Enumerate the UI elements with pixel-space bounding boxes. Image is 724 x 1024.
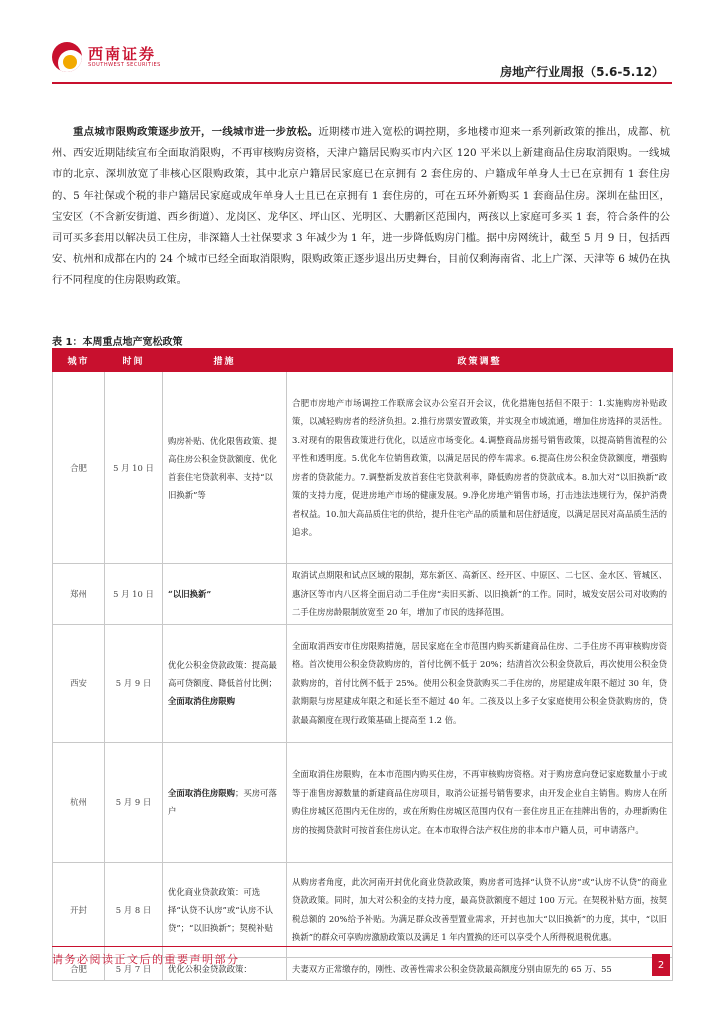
row-measure: 购房补贴、优化限售政策、提高住房公积金贷款额度、优化首套住宅贷款利率、支持“以旧换新”等 [163,372,287,564]
row-city: 杭州 [53,742,105,862]
table-row [53,624,673,742]
header-divider [52,82,672,84]
row-measure: “以旧换新” [163,564,287,625]
report-title: 房地产行业周报（5.6-5.12） [500,65,664,79]
policy-table [52,348,673,981]
row-date: 5 月 8 日 [105,862,163,957]
row-adjustment: 从购房者角度，此次河南开封优化商业贷款政策，购房者可选择“认贷不认房”或“认房不认贷”的商业贷款政策。同时，加大对公积金的支持力度，最高贷款额度不超过 100 万元。在契税补贴方面，按契税总额的 20%给予补贴。为满足群众改善型置业需求，开封也加大“以旧换新”的力度，其中，“以旧换新”的群众可享购房激励政策以及满足 1 年内置换的还可以享受个人所得税退税优惠。 [287,862,673,957]
table-header-row [53,349,673,372]
row-measure: 优化公积金贷款政策： [163,957,287,981]
row-city: 合肥 [53,372,105,564]
row-city: 郑州 [53,564,105,625]
row-adjustment: 全面取消住房限购，在本市范围内购买住房，不再审核购房资格。对于购房意向登记家庭数量小于或等于准售房源数量的新建商品住房项目，取消公证摇号销售要求，由开发企业自主销售。购房人在所购住房城区范围内无住房的，或在所购住房城区范围内仅有一套住房且正在挂牌出售的，办理新购住房的按揭贷款时可按首套住房认定。在本市取得合法产权住房的非本市户籍人员，可申请落户。 [287,742,673,862]
table-row [53,862,673,957]
footer-divider [52,946,672,947]
row-adjustment: 取消试点期限和试点区域的限制，郑东新区、高新区、经开区、中原区、二七区、金水区、管城区、惠济区等市内八区将全面启动二手住房“卖旧买新、以旧换新”的工作。同时，城发安居公司对收购的二手住房房龄限制放宽至 20 年，增加了市民的选择范围。 [287,564,673,625]
logo-name-cn: 西南证券 [88,44,157,63]
table-caption: 表 1：本周重点地产宽松政策 [52,337,183,348]
row-adjustment: 全面取消西安市住房限购措施，居民家庭在全市范围内购买新建商品住房、二手住房不再审核购房资格。首次使用公积金贷款购房的，首付比例不低于 20%；结清首次公积金贷款后，再次使用公积金贷款购房的，首付比例不低于 25%。使用公积金贷款购买二手住房的，房屋建成年限不超过 30 年，贷款期限与房屋建成年限之和延长至不超过 40 年。二孩及以上多子女家庭使用公积金贷款购房的，贷款最高额度在现行政策基础上提高至 1.2 倍。 [287,624,673,742]
row-date: 5 月 10 日 [105,564,163,625]
logo-emblem-icon [52,42,82,72]
body-paragraph [52,122,670,292]
row-city: 开封 [53,862,105,957]
table-row [53,742,673,862]
row-adjustment: 合肥市房地产市场调控工作联席会议办公室召开会议，优化措施包括但不限于：1.实施购房补贴政策，以减轻购房者的经济负担。2.推行房票安置政策，并实现全市域流通，增加住房选择的灵活性。3.对现有的限售政策进行优化，以适应市场变化。4.调整商品房摇号销售政策，以提高销售流程的公平性和透明度。5.优化车位销售政策，以满足居民的停车需求。6.提高住房公积金贷款额度，增强购房者的贷款能力。7.调整新发放首套住宅贷款利率，降低购房者的贷款成本。8.加大对“以旧换新”政策的支持力度，促进房地产市场的健康发展。9.净化房地产销售市场，打击违法违规行为，保护消费者权益。10.加大高品质住宅的供给，提升住宅产品的质量和居住舒适度，以满足居民对高品质生活的追求。 [287,372,673,564]
row-date: 5 月 10 日 [105,372,163,564]
row-date: 5 月 9 日 [105,624,163,742]
body-lead: 重点城市限购政策逐步放开，一线城市进一步放松。 [73,126,319,138]
body-text: 近期楼市进入宽松的调控期，多地楼市迎来一系列新政策的推出，成都、杭州、西安近期陆续宣布全面取消限购，不再审核购房资格，天津户籍居民购买市内六区 120 平米以上新建商品住房取消限购。一线城市的北京、深圳放宽了非核心区限购政策，其中北京户籍居民家庭已在京拥有 2 套住房的、户籍成年单身人士已在京拥有 1 套住房的、5 年社保或个税的非户籍居民家庭或成年单身人士且已在京拥有 1 套住房的，可在五环外新购买 1 套商品住房。深圳在盐田区，宝安区（不含新安街道、西乡街道）、龙岗区、龙华区、坪山区、光明区、大鹏新区范围内，两孩以上家庭可多买 1 套，符合条件的公司可买多套用以解决员工住房，非深籍人士社保要求 3 年减少为 1 年，进一步降低购房门槛。据中房网统计，截至 5 月 9 日，包括西安、杭州和成都在内的 24 个城市已经全面取消限购，限购政策正逐步退出历史舞台，目前仅剩海南省、北上广深、天津等 6 城仍在执行不同程度的住房限购政策。 [52,126,670,287]
row-measure: 优化商业贷款政策：可选择“认贷不认房”或“认房不认贷”；“以旧换新”；契税补贴 [163,862,287,957]
row-adjustment: 夫妻双方正常缴存的，刚性、改善性需求公积金贷款最高额度分别由原先的 65 万、55 [287,957,673,981]
column-header: 政策调整 [287,349,673,372]
logo-name-en: SOUTHWEST SECURITIES [88,61,161,68]
row-measure: 优化公积金贷款政策：提高最高可贷额度、降低首付比例；全面取消住房限购 [163,624,287,742]
row-date: 5 月 7 日 [105,957,163,981]
table-row [53,564,673,625]
row-city: 西安 [53,624,105,742]
row-date: 5 月 9 日 [105,742,163,862]
table-row [53,372,673,564]
column-header: 措施 [163,349,287,372]
row-measure: 全面取消住房限购；买房可落户 [163,742,287,862]
disclaimer-note: 请务必阅读正文后的重要声明部分 [52,953,240,966]
column-header: 时间 [105,349,163,372]
page-number: 2 [652,954,670,976]
page-header [0,0,724,90]
row-city: 合肥 [53,957,105,981]
company-logo [52,42,161,72]
column-header: 城市 [53,349,105,372]
